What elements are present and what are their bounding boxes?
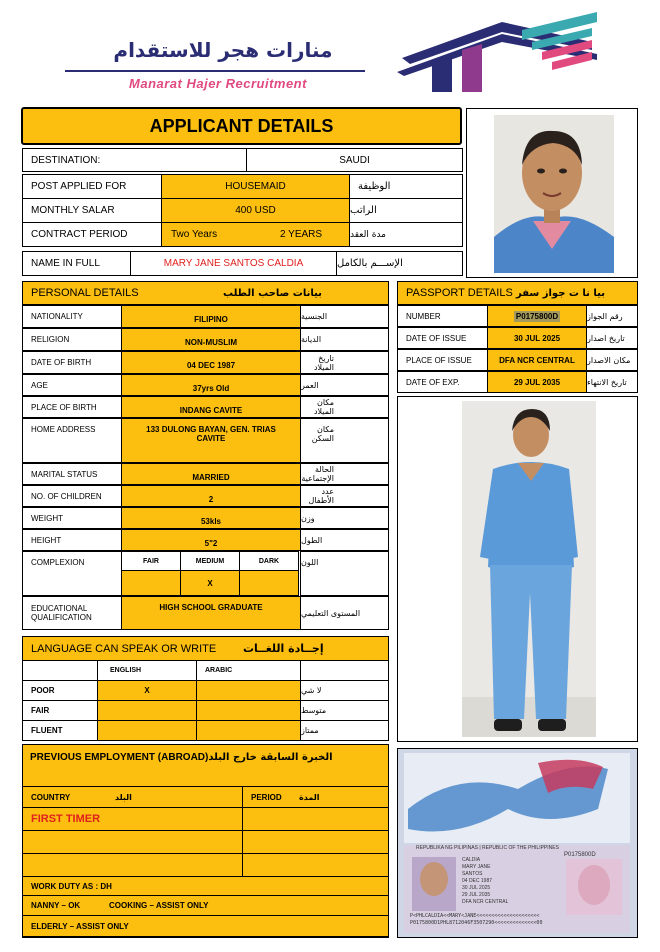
personal-label-ar: الديانة (300, 328, 389, 351)
passport-scan-number: P0175800D (564, 852, 596, 858)
passport-value-text: 30 JUL 2025 (513, 333, 561, 343)
language-arabic-mark (196, 700, 301, 721)
passport-label-ar: رقم الجواز (586, 305, 638, 327)
passport-value-text: P0175800D (515, 311, 559, 321)
period-header (242, 786, 389, 808)
period-cell-2 (242, 830, 389, 854)
personal-details-heading (22, 281, 389, 305)
passport-value-text: 29 JUL 2035 (513, 377, 561, 387)
country-label: COUNTRY (31, 792, 71, 802)
name-label-ar: الإســـم بالكامل (336, 251, 463, 276)
personal-label-ar: الحالة الإجتماعية (300, 463, 389, 485)
full-body-photo-frame (397, 396, 638, 742)
language-arabic-mark (196, 680, 301, 701)
applicant-full-body-photo (398, 397, 637, 741)
personal-value: 133 DULONG BAYAN, GEN. TRIAS CAVITE (121, 418, 301, 463)
passport-label-ar: تاريخ اصدار (586, 327, 638, 349)
personal-label: HOME ADDRESS (22, 418, 122, 463)
language-title: LANGUAGE CAN SPEAK OR WRITE (31, 642, 217, 655)
personal-value: 2 (121, 485, 301, 507)
passport-details-title: PASSPORT DETAILS (406, 287, 513, 299)
passport-scan-fields (462, 857, 572, 906)
page-title-text: APPLICANT DETAILS (149, 115, 334, 136)
contract-label-ar: مدة العقد (349, 222, 463, 247)
passport-scan-image (398, 749, 637, 937)
personal-label: HEIGHT (22, 529, 122, 551)
language-level-label: POOR (22, 680, 98, 701)
language-col-english: ENGLISH (97, 660, 197, 681)
education-value: HIGH SCHOOL GRADUATE (121, 596, 301, 630)
passport-scan-frame (397, 748, 638, 938)
contract-label: CONTRACT PERIOD (22, 222, 162, 247)
personal-label-ar: العمر (300, 374, 389, 396)
passport-value (487, 327, 587, 349)
language-heading (22, 636, 389, 661)
passport-scan-mrz (410, 913, 630, 927)
header-underline (65, 70, 365, 72)
applicant-photo-frame (466, 108, 638, 278)
personal-label: AGE (22, 374, 122, 396)
language-col-arabic: ARABIC (196, 660, 301, 681)
complexion-option: MEDIUM (180, 551, 240, 571)
complexion-option: DARK (239, 551, 299, 571)
passport-scan-middle: SANTOS (462, 871, 483, 877)
complexion-label-ar: اللون (300, 551, 389, 596)
passport-scan-authority: DFA NCR CENTRAL (462, 899, 509, 905)
personal-label-ar: وزن (300, 507, 389, 529)
country-cell-3 (22, 853, 243, 877)
passport-scan-dob: 04 DEC 1987 (462, 878, 493, 884)
personal-label: MARITAL STATUS (22, 463, 122, 485)
passport-value (487, 349, 587, 371)
passport-label-ar: مكان الاصدار (586, 349, 638, 371)
language-level-ar: لا شي (300, 680, 389, 701)
contract-value (161, 222, 350, 247)
complexion-mark (121, 570, 181, 596)
passport-label: DATE OF ISSUE (397, 327, 488, 349)
employment-title: PREVIOUS EMPLOYMENT (ABROAD) (30, 752, 209, 763)
complexion-label: COMPLEXION (22, 551, 122, 596)
destination-label: DESTINATION: (22, 148, 247, 172)
name-label: NAME IN FULL (22, 251, 131, 276)
personal-value: INDANG CAVITE (121, 396, 301, 418)
personal-value: 53kls (121, 507, 301, 529)
complexion-mark (239, 570, 299, 596)
language-english-mark: X (97, 680, 197, 701)
period-label-ar: المدة (299, 792, 320, 802)
destination-value: SAUDI (246, 148, 463, 172)
company-name-arabic: منارات هجر للاستقدام (113, 38, 333, 62)
cooking-ability: COOKING – ASSIST ONLY (109, 901, 209, 910)
nanny-cooking-row (22, 895, 389, 916)
contract-value-2: 2 YEARS (280, 229, 323, 240)
language-title-ar: إجــادة اللغــات (243, 642, 324, 655)
passport-scan-given: MARY JANE (462, 864, 491, 870)
passport-details-title-ar: بيا نا ت جواز سفر (516, 287, 605, 299)
salary-value: 400 USD (161, 198, 350, 223)
salary-label: MONTHLY SALAR (22, 198, 162, 223)
passport-value (487, 305, 587, 327)
country-header (22, 786, 243, 808)
personal-details-title-ar: بيانات صاحب الطلب (223, 287, 322, 299)
language-level-ar: متوسط (300, 700, 389, 721)
language-english-mark (97, 700, 197, 721)
personal-label-ar: الطول (300, 529, 389, 551)
country-label-ar: البلد (115, 792, 132, 802)
personal-value: NON-MUSLIM (121, 328, 301, 351)
personal-value: 37yrs Old (121, 374, 301, 396)
personal-label-ar: عدد الأطفال (300, 485, 389, 507)
contract-value-1: Two Years (171, 229, 218, 240)
period-cell-3 (242, 853, 389, 877)
company-logo-icon (392, 10, 604, 96)
post-label-ar: الوظيفة (349, 174, 463, 199)
salary-label-ar: الراتب (349, 198, 463, 223)
personal-label: NATIONALITY (22, 305, 122, 328)
passport-details-heading (397, 281, 638, 305)
personal-label: WEIGHT (22, 507, 122, 529)
personal-label-ar: مكان الميلاد (300, 396, 389, 418)
passport-scan-expiry: 29 JUL 2035 (462, 892, 491, 898)
period-label: PERIOD (251, 792, 282, 802)
passport-label: PLACE OF ISSUE (397, 349, 488, 371)
language-arabic-mark (196, 720, 301, 741)
personal-label: DATE OF BIRTH (22, 351, 122, 374)
complexion-mark: X (180, 570, 240, 596)
first-timer-cell: FIRST TIMER (22, 807, 243, 831)
personal-details-title: PERSONAL DETAILS (31, 287, 139, 299)
personal-label-ar: تاريخ الميلاد (300, 351, 389, 374)
personal-label-ar: مكان السكن (300, 418, 389, 463)
company-header (60, 28, 380, 98)
period-cell-1 (242, 807, 389, 831)
personal-label: NO. OF CHILDREN (22, 485, 122, 507)
post-label: POST APPLIED FOR (22, 174, 162, 199)
elderly-ability: ELDERLY – ASSIST ONLY (22, 915, 389, 937)
personal-value: 5"2 (121, 529, 301, 551)
post-value: HOUSEMAID (161, 174, 350, 199)
passport-scan-surname: CALDIA (462, 857, 481, 863)
passport-value (487, 371, 587, 393)
employment-heading (30, 752, 333, 763)
language-col-ar-blank (300, 660, 389, 681)
personal-label: RELIGION (22, 328, 122, 351)
company-name-english: Manarat Hajer Recruitment (129, 76, 307, 91)
passport-scan-country: REPUBLIKA NG PILIPINAS | REPUBLIC OF THE PHILIPPINES (416, 845, 559, 851)
language-english-mark (97, 720, 197, 741)
applicant-face-photo (467, 109, 637, 277)
passport-scan-issue: 30 JUL 2025 (462, 885, 491, 891)
nanny-ability: NANNY – OK (31, 901, 81, 910)
complexion-option: FAIR (121, 551, 181, 571)
education-label-ar: المستوى التعليمي (300, 596, 389, 630)
passport-mrz-line-1: P<PHLCALDIA<<MARY<JANE<<<<<<<<<<<<<<<<<<<<< (410, 913, 540, 919)
passport-label: DATE OF EXP. (397, 371, 488, 393)
personal-label: PLACE OF BIRTH (22, 396, 122, 418)
personal-value: FILIPINO (121, 305, 301, 328)
work-duty: WORK DUTY AS : DH (22, 876, 389, 896)
passport-mrz-line-2: P0175800D1PHL8712046F3507290<<<<<<<<<<<<<<00 (410, 920, 543, 926)
language-level-label: FLUENT (22, 720, 98, 741)
language-level-ar: ممتاز (300, 720, 389, 741)
language-col-blank (22, 660, 98, 681)
passport-label: NUMBER (397, 305, 488, 327)
language-level-label: FAIR (22, 700, 98, 721)
personal-value: 04 DEC 1987 (121, 351, 301, 374)
education-label: EDUCATIONAL QUALIFICATION (22, 596, 122, 630)
personal-value: MARRIED (121, 463, 301, 485)
passport-label-ar: تاريخ الانتهاء (586, 371, 638, 393)
name-value: MARY JANE SANTOS CALDIA (130, 251, 337, 276)
passport-value-text: DFA NCR CENTRAL (499, 355, 575, 365)
personal-label-ar: الجنسية (300, 305, 389, 328)
page-title (21, 107, 462, 145)
country-cell-2 (22, 830, 243, 854)
employment-title-ar: الخبرة السابقة خارج البلد (208, 752, 333, 763)
